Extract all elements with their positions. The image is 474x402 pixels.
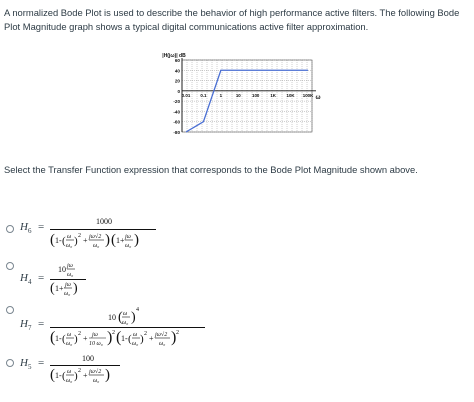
y-tick-label: -40 [173, 109, 180, 115]
radio-button[interactable] [6, 262, 14, 270]
svg-text:ω₀: ω₀ [93, 378, 100, 384]
svg-text:(: ( [62, 370, 66, 382]
svg-text:10: 10 [108, 313, 116, 322]
svg-text:2: 2 [144, 331, 147, 337]
svg-text:jω√2: jω√2 [155, 332, 168, 338]
x-tick-label: 1K [270, 92, 276, 98]
radio-button[interactable] [6, 225, 14, 233]
svg-text:(: ( [50, 367, 55, 383]
svg-text:2: 2 [176, 330, 179, 336]
svg-text:jω√2: jω√2 [89, 369, 102, 375]
svg-text:ω₀: ω₀ [93, 243, 100, 249]
svg-text:1-: 1- [55, 236, 62, 245]
svg-text:(: ( [50, 281, 55, 296]
svg-text:): ) [134, 232, 139, 248]
svg-text:1-: 1- [55, 334, 62, 343]
equals-sign: = [38, 221, 45, 233]
svg-text:ω₀: ω₀ [66, 341, 73, 347]
y-tick-label: -60 [173, 119, 180, 125]
svg-text:10: 10 [58, 265, 66, 274]
equals-sign: = [38, 357, 45, 369]
svg-text:ω₀: ω₀ [132, 341, 139, 347]
svg-text:(: ( [111, 232, 116, 248]
svg-text:ω: ω [123, 311, 128, 317]
svg-text:(: ( [50, 329, 56, 346]
svg-text:1-: 1- [121, 334, 128, 343]
svg-text:1+: 1+ [55, 284, 64, 293]
x-tick-label: 0.1 [200, 92, 207, 98]
y-tick-label: -20 [173, 99, 180, 105]
svg-text:(: ( [116, 329, 122, 346]
option-lhs: $H_4$ [20, 272, 32, 287]
y-tick-label: 40 [174, 68, 180, 74]
x-axis-label: ω [315, 94, 321, 101]
svg-text:(: ( [128, 333, 132, 345]
numerator: 1000 [96, 217, 112, 226]
svg-text:): ) [171, 329, 177, 346]
bode-plot [154, 50, 324, 138]
svg-text:+: + [83, 334, 88, 343]
radio-button[interactable] [6, 359, 14, 367]
svg-text:jω: jω [65, 282, 71, 288]
svg-text:jω: jω [92, 332, 98, 338]
svg-text:+: + [83, 236, 88, 245]
numerator [58, 262, 88, 278]
svg-text:ω₀: ω₀ [66, 378, 73, 384]
svg-text:1-: 1- [55, 371, 62, 380]
option-lhs: $H_7$ [20, 318, 32, 333]
option-lhs: $H_5$ [20, 357, 32, 372]
svg-text:ω₀: ω₀ [159, 341, 166, 347]
svg-text:(: ( [50, 232, 55, 248]
svg-text:10 ω₀: 10 ω₀ [89, 341, 103, 347]
svg-text:ω: ω [133, 332, 138, 338]
svg-text:): ) [140, 333, 144, 345]
numerator: 100 [82, 354, 94, 363]
svg-text:): ) [74, 370, 78, 382]
svg-text:ω: ω [67, 369, 72, 375]
svg-text:(: ( [62, 235, 66, 247]
denominator [50, 366, 120, 386]
svg-text:+: + [83, 371, 88, 380]
svg-text:ω₀: ω₀ [122, 320, 129, 326]
svg-text:): ) [74, 333, 78, 345]
question-text: Select the Transfer Function expression that corresponds to the Bode Plot Magnitude shown above. [4, 164, 418, 175]
denominator [50, 328, 206, 350]
svg-text:2: 2 [78, 331, 81, 337]
denominator [50, 280, 86, 298]
equals-sign: = [38, 318, 45, 330]
svg-text:(: ( [62, 333, 66, 345]
svg-text:2: 2 [78, 233, 81, 239]
svg-text:(: ( [118, 310, 123, 325]
svg-text:ω₀: ω₀ [67, 272, 74, 278]
svg-text:1+: 1+ [116, 236, 125, 245]
svg-text:): ) [74, 235, 78, 247]
y-tick-label: 60 [174, 58, 180, 63]
y-axis-label: |H(jω)| dB [162, 53, 186, 59]
svg-text:): ) [107, 329, 113, 346]
radio-button[interactable] [6, 306, 14, 314]
y-tick-label: 20 [174, 78, 180, 84]
svg-text:jω√2: jω√2 [89, 234, 102, 240]
denominator [50, 231, 156, 251]
svg-text:): ) [73, 281, 78, 296]
svg-text:ω: ω [67, 234, 72, 240]
equals-sign: = [38, 272, 45, 284]
svg-text:2: 2 [78, 368, 81, 374]
intro-paragraph: A normalized Bode Plot is used to describe the behavior of high performance active filters. The following Bode Plot Magnitude graph shows a typical digital communications active filter approximation. [4, 7, 460, 32]
y-tick-label: -80 [173, 130, 180, 135]
svg-text:jω: jω [67, 263, 73, 269]
option-lhs: $H_6$ [20, 221, 32, 236]
x-tick-label: 100 [252, 92, 260, 98]
svg-text:): ) [131, 310, 136, 325]
svg-text:ω₀: ω₀ [66, 243, 73, 249]
x-tick-label: 10K [286, 92, 295, 98]
svg-text:): ) [105, 367, 110, 383]
svg-text:ω: ω [67, 332, 72, 338]
svg-text:ω₀: ω₀ [125, 243, 132, 249]
x-tick-label: 0.01 [181, 92, 191, 98]
fraction-bar [50, 229, 156, 230]
svg-text:+: + [149, 334, 154, 343]
svg-text:4: 4 [136, 307, 139, 313]
numerator [108, 306, 158, 326]
svg-text:): ) [105, 232, 110, 248]
x-tick-label: 100K [302, 92, 314, 98]
svg-text:2: 2 [112, 330, 115, 336]
x-tick-label: 1 [219, 92, 223, 98]
x-tick-label: 10 [235, 92, 241, 98]
svg-text:ω₀: ω₀ [64, 291, 71, 297]
y-tick-label: 0 [177, 88, 180, 94]
svg-text:jω: jω [125, 234, 131, 240]
